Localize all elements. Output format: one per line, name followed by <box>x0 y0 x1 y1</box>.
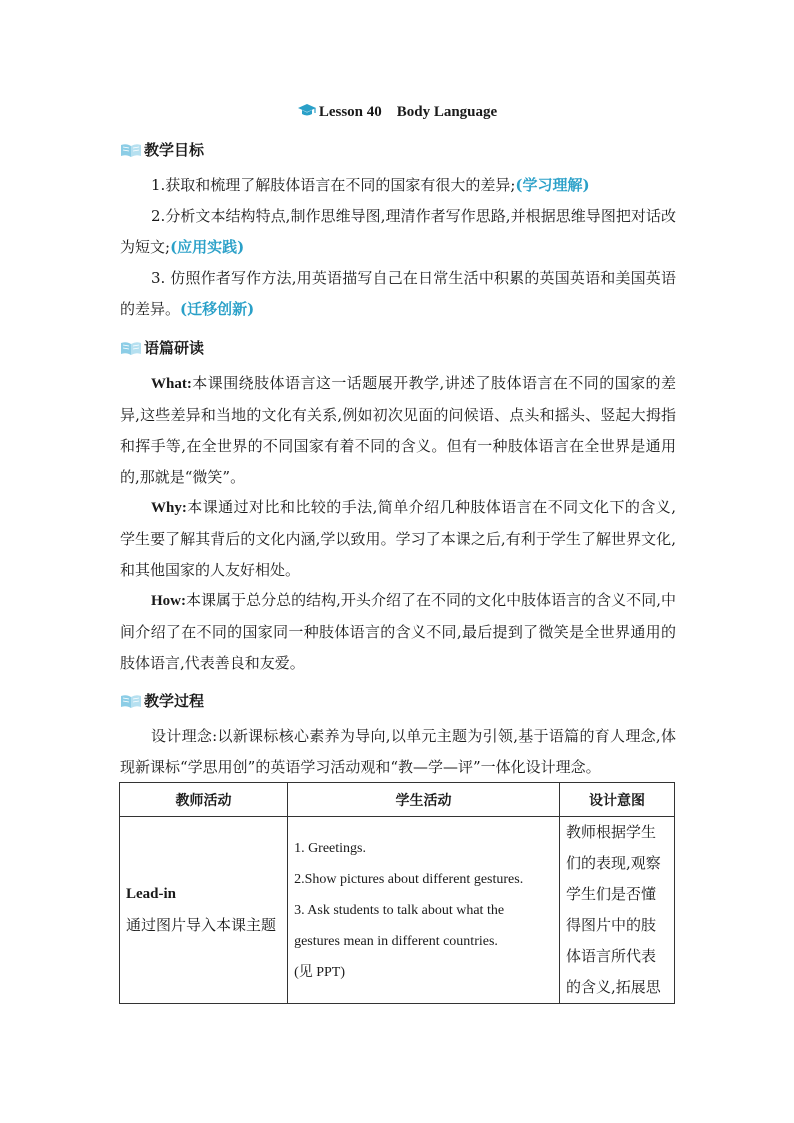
student-activity-line: (见 PPT) <box>294 964 346 980</box>
open-book-icon <box>120 142 142 158</box>
goal-tag: (应用实践) <box>170 238 245 256</box>
column-header: 设计意图 <box>560 783 675 817</box>
open-book-icon <box>120 693 142 709</box>
column-header: 学生活动 <box>288 783 560 817</box>
section-heading-text: 教学目标 <box>144 141 205 159</box>
analysis-why: Why:本课通过对比和比较的手法,简单介绍几种肢体语言在不同文化下的含义,学生要了解其背后的文化内涵,学以致用。学习了本课之后,有利于学生了解世界文化,和其他国家的人友好相处。 <box>120 498 676 579</box>
teacher-activity-cell <box>120 817 288 1004</box>
section-heading-goals <box>120 139 204 160</box>
table-header-row <box>120 783 675 817</box>
open-book-icon <box>120 340 142 356</box>
section-heading-text: 语篇研读 <box>144 339 205 357</box>
teacher-activity-text: 通过图片导入本课主题 <box>126 916 277 934</box>
analysis-how: How:本课属于总分总的结构,开头介绍了在不同的文化中肢体语言的含义不同,中间介绍了在不同的国家同一种肢体语言的含义不同,最后提到了微笑是全世界通用的肢体语言,代表善良和友爱。 <box>120 591 676 672</box>
table-row <box>120 817 675 1004</box>
section-heading-process <box>120 690 204 711</box>
lead-in-label: Lead-in <box>126 886 177 902</box>
lesson-plan-table <box>119 782 675 1004</box>
student-activity-cell <box>288 817 560 1004</box>
graduation-cap-icon <box>297 103 317 119</box>
lesson-title-text: Lesson 40 Body Language <box>318 104 498 120</box>
column-header: 教师活动 <box>120 783 288 817</box>
goal-tag: (迁移创新) <box>180 300 255 318</box>
design-intent-cell: 教师根据学生们的表现,观察学生们是否懂得图片中的肢体语言所代表的含义,拓展思 <box>560 817 675 1004</box>
student-activity-line: 3. Ask students to talk about what the gestures mean in different countries. <box>294 902 505 949</box>
goal-item: 2.分析文本结构特点,制作思维导图,理清作者写作思路,并根据思维导图把对话改为短文;(应用实践) <box>120 207 676 256</box>
goal-tag: (学习理解) <box>515 176 590 194</box>
analysis-what: What:本课围绕肢体语言这一话题展开教学,讲述了肢体语言在不同的国家的差异,这些差异和当地的文化有关系,例如初次见面的问候语、点头和摇头、竖起大拇指和挥手等,在全世界的不同国家有着不同的含义。但有一种肢体语言在全世界是通用的,那就是“微笑”。 <box>120 374 676 486</box>
section-heading-text: 教学过程 <box>144 692 205 710</box>
lesson-title <box>0 100 794 121</box>
goal-item: 3. 仿照作者写作方法,用英语描写自己在日常生活中积累的英国英语和美国英语的差异。(迁移创新) <box>120 269 676 318</box>
goal-item: 1.获取和梳理了解肢体语言在不同的国家有很大的差异;(学习理解) <box>151 176 590 194</box>
section-heading-analysis <box>120 337 204 358</box>
student-activity-line: 1. Greetings. <box>294 840 366 856</box>
design-concept: 设计理念:以新课标核心素养为导向,以单元主题为引领,基于语篇的育人理念,体现新课标“学思用创”的英语学习活动观和“教—学—评”一体化设计理念。 <box>120 727 676 776</box>
student-activity-line: 2.Show pictures about different gestures. <box>294 871 524 887</box>
